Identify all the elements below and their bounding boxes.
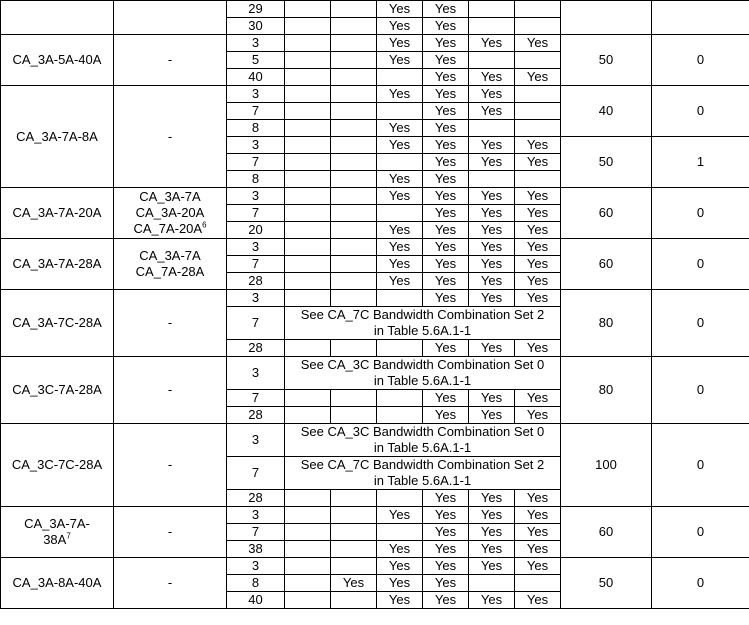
bandwidth-cell: Yes bbox=[423, 340, 469, 357]
bandwidth-cell: Yes bbox=[423, 35, 469, 52]
bandwidth-cell: Yes bbox=[377, 256, 423, 273]
bandwidth-cell: Yes bbox=[469, 273, 515, 290]
bandwidth-cell bbox=[469, 575, 515, 592]
bandwidth-cell: Yes bbox=[469, 558, 515, 575]
fallback-group-cell: - bbox=[114, 290, 227, 357]
fallback-group-cell bbox=[114, 239, 227, 290]
bandwidth-cell: Yes bbox=[423, 18, 469, 35]
see-reference-cell bbox=[285, 307, 561, 340]
bandwidth-cell: Yes bbox=[469, 340, 515, 357]
bandwidth-cell: Yes bbox=[423, 69, 469, 86]
bandwidth-cell bbox=[285, 524, 331, 541]
bandwidth-cell bbox=[285, 575, 331, 592]
bandwidth-cell: Yes bbox=[515, 290, 561, 307]
bandwidth-cell bbox=[469, 171, 515, 188]
bandwidth-cell bbox=[285, 290, 331, 307]
bandwidth-cell: Yes bbox=[469, 69, 515, 86]
bandwidth-combination-set-cell bbox=[652, 1, 749, 35]
bandwidth-cell bbox=[377, 290, 423, 307]
eutra-band-cell: 3 bbox=[227, 35, 285, 52]
cell-line: in Table 5.6A.1-1 bbox=[373, 323, 472, 338]
bandwidth-cell: Yes bbox=[377, 239, 423, 256]
bandwidth-cell bbox=[285, 171, 331, 188]
bandwidth-cell: Yes bbox=[515, 541, 561, 558]
bandwidth-cell bbox=[331, 35, 377, 52]
bandwidth-cell bbox=[377, 205, 423, 222]
fallback-group-cell bbox=[114, 188, 227, 239]
table-row bbox=[1, 558, 749, 575]
bandwidth-cell: Yes bbox=[423, 154, 469, 171]
bandwidth-combination-set-cell: 0 bbox=[652, 424, 749, 507]
bandwidth-cell: Yes bbox=[469, 35, 515, 52]
bandwidth-cell bbox=[331, 256, 377, 273]
bandwidth-cell bbox=[331, 490, 377, 507]
bandwidth-cell bbox=[331, 340, 377, 357]
bandwidth-cell: Yes bbox=[515, 558, 561, 575]
bandwidth-cell bbox=[285, 205, 331, 222]
bandwidth-cell: Yes bbox=[423, 205, 469, 222]
footnote-marker: 6 bbox=[202, 220, 207, 230]
cell-line: CA_3A-7A bbox=[139, 189, 201, 204]
ca-combination-cell: CA_3A-7A-8A bbox=[1, 86, 114, 188]
bandwidth-cell bbox=[331, 407, 377, 424]
fallback-group-cell bbox=[114, 1, 227, 35]
bandwidth-cell bbox=[331, 86, 377, 103]
fallback-group-cell: - bbox=[114, 35, 227, 86]
max-aggregated-bandwidth-cell: 50 bbox=[561, 35, 652, 86]
bandwidth-cell: Yes bbox=[469, 390, 515, 407]
bandwidth-cell: Yes bbox=[377, 52, 423, 69]
bandwidth-cell bbox=[377, 340, 423, 357]
see-reference-cell bbox=[285, 357, 561, 390]
cell-line: CA_7A-28A bbox=[135, 264, 205, 279]
bandwidth-cell: Yes bbox=[377, 558, 423, 575]
bandwidth-cell bbox=[515, 575, 561, 592]
eutra-band-cell: 8 bbox=[227, 171, 285, 188]
fallback-group-cell: - bbox=[114, 357, 227, 424]
bandwidth-cell: Yes bbox=[469, 103, 515, 120]
bandwidth-cell bbox=[469, 120, 515, 137]
eutra-band-cell: 7 bbox=[227, 307, 285, 340]
bandwidth-cell: Yes bbox=[423, 290, 469, 307]
bandwidth-cell bbox=[331, 205, 377, 222]
bandwidth-cell bbox=[331, 52, 377, 69]
eutra-band-cell: 7 bbox=[227, 256, 285, 273]
bandwidth-cell bbox=[331, 137, 377, 154]
bandwidth-cell: Yes bbox=[377, 18, 423, 35]
max-aggregated-bandwidth-cell: 40 bbox=[561, 86, 652, 137]
bandwidth-cell: Yes bbox=[423, 592, 469, 609]
bandwidth-cell: Yes bbox=[515, 35, 561, 52]
fallback-group-cell: - bbox=[114, 86, 227, 188]
fallback-group-cell: - bbox=[114, 507, 227, 558]
bandwidth-cell bbox=[285, 558, 331, 575]
bandwidth-combination-set-cell: 0 bbox=[652, 188, 749, 239]
bandwidth-combination-set-cell: 0 bbox=[652, 558, 749, 609]
bandwidth-cell: Yes bbox=[423, 575, 469, 592]
bandwidth-cell bbox=[285, 239, 331, 256]
bandwidth-cell: Yes bbox=[515, 137, 561, 154]
bandwidth-cell bbox=[285, 340, 331, 357]
bandwidth-cell bbox=[331, 290, 377, 307]
ca-combination-cell bbox=[1, 507, 114, 558]
bandwidth-cell: Yes bbox=[515, 390, 561, 407]
bandwidth-cell: Yes bbox=[515, 340, 561, 357]
bandwidth-cell: Yes bbox=[469, 541, 515, 558]
footnote-marker: 7 bbox=[66, 531, 71, 541]
bandwidth-cell bbox=[331, 120, 377, 137]
bandwidth-cell: Yes bbox=[377, 35, 423, 52]
ca-combination-cell: CA_3A-5A-40A bbox=[1, 35, 114, 86]
bandwidth-cell: Yes bbox=[423, 120, 469, 137]
bandwidth-cell bbox=[285, 154, 331, 171]
ca-combination-cell: CA_3C-7A-28A bbox=[1, 357, 114, 424]
bandwidth-cell: Yes bbox=[377, 188, 423, 205]
bandwidth-cell bbox=[331, 18, 377, 35]
fallback-group-cell: - bbox=[114, 558, 227, 609]
bandwidth-cell: Yes bbox=[469, 507, 515, 524]
max-aggregated-bandwidth-cell: 50 bbox=[561, 558, 652, 609]
fallback-group-cell: - bbox=[114, 424, 227, 507]
eutra-band-cell: 7 bbox=[227, 205, 285, 222]
bandwidth-cell: Yes bbox=[469, 490, 515, 507]
bandwidth-cell: Yes bbox=[469, 154, 515, 171]
cell-line: in Table 5.6A.1-1 bbox=[373, 373, 472, 388]
bandwidth-cell: Yes bbox=[469, 86, 515, 103]
cell-line: CA_7A-20A bbox=[133, 221, 203, 236]
bandwidth-combination-set-cell: 0 bbox=[652, 239, 749, 290]
bandwidth-cell: Yes bbox=[423, 239, 469, 256]
bandwidth-cell bbox=[285, 35, 331, 52]
bandwidth-cell: Yes bbox=[423, 137, 469, 154]
bandwidth-cell bbox=[515, 86, 561, 103]
bandwidth-cell bbox=[331, 507, 377, 524]
bandwidth-cell bbox=[331, 239, 377, 256]
bandwidth-cell bbox=[331, 188, 377, 205]
bandwidth-cell: Yes bbox=[515, 256, 561, 273]
bandwidth-cell: Yes bbox=[469, 239, 515, 256]
max-aggregated-bandwidth-cell: 80 bbox=[561, 290, 652, 357]
bandwidth-cell bbox=[331, 154, 377, 171]
eutra-band-cell: 7 bbox=[227, 524, 285, 541]
cell-line: 38A bbox=[43, 532, 67, 547]
eutra-band-cell: 7 bbox=[227, 457, 285, 490]
bandwidth-combination-set-cell: 1 bbox=[652, 137, 749, 188]
eutra-band-cell: 3 bbox=[227, 558, 285, 575]
bandwidth-cell bbox=[285, 407, 331, 424]
bandwidth-cell bbox=[331, 390, 377, 407]
table-row bbox=[1, 86, 749, 103]
bandwidth-cell bbox=[515, 103, 561, 120]
bandwidth-cell bbox=[377, 390, 423, 407]
bandwidth-cell: Yes bbox=[423, 273, 469, 290]
bandwidth-cell: Yes bbox=[469, 137, 515, 154]
eutra-band-cell: 20 bbox=[227, 222, 285, 239]
bandwidth-cell: Yes bbox=[423, 507, 469, 524]
max-aggregated-bandwidth-cell: 60 bbox=[561, 188, 652, 239]
bandwidth-cell: Yes bbox=[377, 541, 423, 558]
ca-combination-cell bbox=[1, 1, 114, 35]
bandwidth-cell: Yes bbox=[515, 273, 561, 290]
bandwidth-cell bbox=[331, 524, 377, 541]
eutra-band-cell: 28 bbox=[227, 407, 285, 424]
bandwidth-cell bbox=[285, 273, 331, 290]
bandwidth-cell: Yes bbox=[423, 407, 469, 424]
table-body bbox=[1, 1, 749, 609]
bandwidth-combination-set-cell: 0 bbox=[652, 357, 749, 424]
eutra-band-cell: 28 bbox=[227, 273, 285, 290]
bandwidth-cell: Yes bbox=[377, 507, 423, 524]
bandwidth-cell: Yes bbox=[423, 558, 469, 575]
bandwidth-cell: Yes bbox=[423, 490, 469, 507]
cell-line: See CA_7C Bandwidth Combination Set 2 bbox=[300, 307, 545, 322]
table-row bbox=[1, 188, 749, 205]
bandwidth-cell bbox=[515, 1, 561, 18]
ca-combination-cell: CA_3C-7C-28A bbox=[1, 424, 114, 507]
eutra-band-cell: 3 bbox=[227, 357, 285, 390]
bandwidth-cell bbox=[515, 120, 561, 137]
eutra-band-cell: 8 bbox=[227, 120, 285, 137]
bandwidth-cell: Yes bbox=[469, 222, 515, 239]
bandwidth-cell bbox=[285, 507, 331, 524]
bandwidth-cell: Yes bbox=[515, 154, 561, 171]
bandwidth-cell: Yes bbox=[377, 575, 423, 592]
bandwidth-cell bbox=[285, 541, 331, 558]
max-aggregated-bandwidth-cell: 100 bbox=[561, 424, 652, 507]
bandwidth-cell: Yes bbox=[423, 541, 469, 558]
bandwidth-cell bbox=[377, 103, 423, 120]
bandwidth-cell: Yes bbox=[515, 205, 561, 222]
bandwidth-cell: Yes bbox=[377, 592, 423, 609]
bandwidth-cell bbox=[285, 390, 331, 407]
eutra-band-cell: 30 bbox=[227, 18, 285, 35]
see-reference-cell bbox=[285, 457, 561, 490]
max-aggregated-bandwidth-cell: 50 bbox=[561, 137, 652, 188]
bandwidth-cell: Yes bbox=[515, 407, 561, 424]
bandwidth-cell: Yes bbox=[377, 86, 423, 103]
bandwidth-cell bbox=[285, 592, 331, 609]
bandwidth-cell bbox=[331, 541, 377, 558]
bandwidth-cell: Yes bbox=[377, 1, 423, 18]
eutra-band-cell: 29 bbox=[227, 1, 285, 18]
cell-line: CA_3A-7A bbox=[139, 248, 201, 263]
bandwidth-cell bbox=[331, 222, 377, 239]
bandwidth-cell: Yes bbox=[331, 575, 377, 592]
bandwidth-cell: Yes bbox=[423, 1, 469, 18]
table-row bbox=[1, 424, 749, 457]
max-aggregated-bandwidth-cell: 60 bbox=[561, 239, 652, 290]
bandwidth-cell: Yes bbox=[423, 524, 469, 541]
eutra-band-cell: 3 bbox=[227, 137, 285, 154]
bandwidth-cell bbox=[515, 18, 561, 35]
bandwidth-cell: Yes bbox=[377, 120, 423, 137]
cell-line: See CA_3C Bandwidth Combination Set 0 bbox=[300, 357, 545, 372]
table-row bbox=[1, 290, 749, 307]
bandwidth-cell bbox=[285, 256, 331, 273]
eutra-band-cell: 28 bbox=[227, 340, 285, 357]
bandwidth-cell bbox=[285, 69, 331, 86]
bandwidth-cell bbox=[285, 52, 331, 69]
bandwidth-cell: Yes bbox=[423, 86, 469, 103]
bandwidth-cell bbox=[285, 137, 331, 154]
table-row bbox=[1, 239, 749, 256]
eutra-band-cell: 3 bbox=[227, 239, 285, 256]
bandwidth-cell bbox=[515, 52, 561, 69]
bandwidth-cell: Yes bbox=[469, 524, 515, 541]
eutra-band-cell: 3 bbox=[227, 424, 285, 457]
ca-combination-cell: CA_3A-8A-40A bbox=[1, 558, 114, 609]
bandwidth-cell: Yes bbox=[515, 239, 561, 256]
bandwidth-cell: Yes bbox=[469, 256, 515, 273]
max-aggregated-bandwidth-cell: 60 bbox=[561, 507, 652, 558]
bandwidth-cell: Yes bbox=[423, 103, 469, 120]
bandwidth-cell bbox=[331, 171, 377, 188]
bandwidth-cell: Yes bbox=[469, 205, 515, 222]
bandwidth-cell: Yes bbox=[469, 290, 515, 307]
ca-combination-cell: CA_3A-7A-28A bbox=[1, 239, 114, 290]
eutra-band-cell: 3 bbox=[227, 290, 285, 307]
eutra-band-cell: 40 bbox=[227, 592, 285, 609]
bandwidth-cell bbox=[285, 103, 331, 120]
table-row bbox=[1, 1, 749, 18]
eutra-band-cell: 38 bbox=[227, 541, 285, 558]
bandwidth-cell: Yes bbox=[423, 256, 469, 273]
bandwidth-cell: Yes bbox=[515, 524, 561, 541]
bandwidth-cell bbox=[285, 222, 331, 239]
bandwidth-cell bbox=[285, 1, 331, 18]
bandwidth-cell bbox=[331, 592, 377, 609]
eutra-band-cell: 7 bbox=[227, 103, 285, 120]
bandwidth-cell: Yes bbox=[377, 222, 423, 239]
ca-combination-cell: CA_3A-7C-28A bbox=[1, 290, 114, 357]
bandwidth-cell: Yes bbox=[423, 171, 469, 188]
bandwidth-cell: Yes bbox=[377, 171, 423, 188]
bandwidth-cell: Yes bbox=[469, 188, 515, 205]
bandwidth-cell bbox=[331, 558, 377, 575]
bandwidth-cell bbox=[469, 52, 515, 69]
bandwidth-cell: Yes bbox=[469, 592, 515, 609]
max-aggregated-bandwidth-cell bbox=[561, 1, 652, 35]
table-row bbox=[1, 35, 749, 52]
cell-line: in Table 5.6A.1-1 bbox=[373, 473, 472, 488]
bandwidth-cell: Yes bbox=[423, 188, 469, 205]
bandwidth-cell: Yes bbox=[515, 222, 561, 239]
bandwidth-cell bbox=[377, 69, 423, 86]
bandwidth-cell bbox=[469, 18, 515, 35]
bandwidth-cell bbox=[331, 103, 377, 120]
bandwidth-cell bbox=[331, 273, 377, 290]
eutra-band-cell: 7 bbox=[227, 390, 285, 407]
bandwidth-cell bbox=[285, 188, 331, 205]
eutra-band-cell: 5 bbox=[227, 52, 285, 69]
bandwidth-cell: Yes bbox=[515, 592, 561, 609]
bandwidth-cell: Yes bbox=[515, 490, 561, 507]
bandwidth-cell: Yes bbox=[515, 507, 561, 524]
bandwidth-combination-set-cell: 0 bbox=[652, 35, 749, 86]
bandwidth-cell: Yes bbox=[423, 222, 469, 239]
bandwidth-cell bbox=[285, 120, 331, 137]
bandwidth-cell: Yes bbox=[423, 52, 469, 69]
bandwidth-cell bbox=[285, 18, 331, 35]
bandwidth-cell: Yes bbox=[423, 390, 469, 407]
eutra-band-cell: 8 bbox=[227, 575, 285, 592]
bandwidth-cell: Yes bbox=[377, 273, 423, 290]
bandwidth-cell bbox=[285, 490, 331, 507]
eutra-band-cell: 28 bbox=[227, 490, 285, 507]
bandwidth-combination-set-cell: 0 bbox=[652, 507, 749, 558]
cell-line: CA_3A-20A bbox=[135, 205, 205, 220]
bandwidth-cell bbox=[377, 407, 423, 424]
cell-line: See CA_3C Bandwidth Combination Set 0 bbox=[300, 424, 545, 439]
eutra-band-cell: 3 bbox=[227, 86, 285, 103]
eutra-band-cell: 40 bbox=[227, 69, 285, 86]
bandwidth-combination-set-cell: 0 bbox=[652, 290, 749, 357]
bandwidth-cell bbox=[377, 490, 423, 507]
cell-line: See CA_7C Bandwidth Combination Set 2 bbox=[300, 457, 545, 472]
bandwidth-combination-set-cell: 0 bbox=[652, 86, 749, 137]
bandwidth-cell bbox=[469, 1, 515, 18]
bandwidth-cell: Yes bbox=[515, 69, 561, 86]
cell-line: CA_3A-7A- bbox=[24, 516, 90, 531]
eutra-band-cell: 3 bbox=[227, 507, 285, 524]
max-aggregated-bandwidth-cell: 80 bbox=[561, 357, 652, 424]
bandwidth-cell bbox=[377, 524, 423, 541]
bandwidth-cell bbox=[331, 1, 377, 18]
bandwidth-cell bbox=[515, 171, 561, 188]
eutra-band-cell: 7 bbox=[227, 154, 285, 171]
cell-line: in Table 5.6A.1-1 bbox=[373, 440, 472, 455]
ca-combination-cell: CA_3A-7A-20A bbox=[1, 188, 114, 239]
bandwidth-cell bbox=[331, 69, 377, 86]
bandwidth-cell: Yes bbox=[469, 407, 515, 424]
eutra-band-cell: 3 bbox=[227, 188, 285, 205]
table-row bbox=[1, 507, 749, 524]
bandwidth-cell bbox=[285, 86, 331, 103]
bandwidth-cell bbox=[377, 154, 423, 171]
bandwidth-cell: Yes bbox=[515, 188, 561, 205]
see-reference-cell bbox=[285, 424, 561, 457]
table-row bbox=[1, 357, 749, 390]
bandwidth-cell: Yes bbox=[377, 137, 423, 154]
